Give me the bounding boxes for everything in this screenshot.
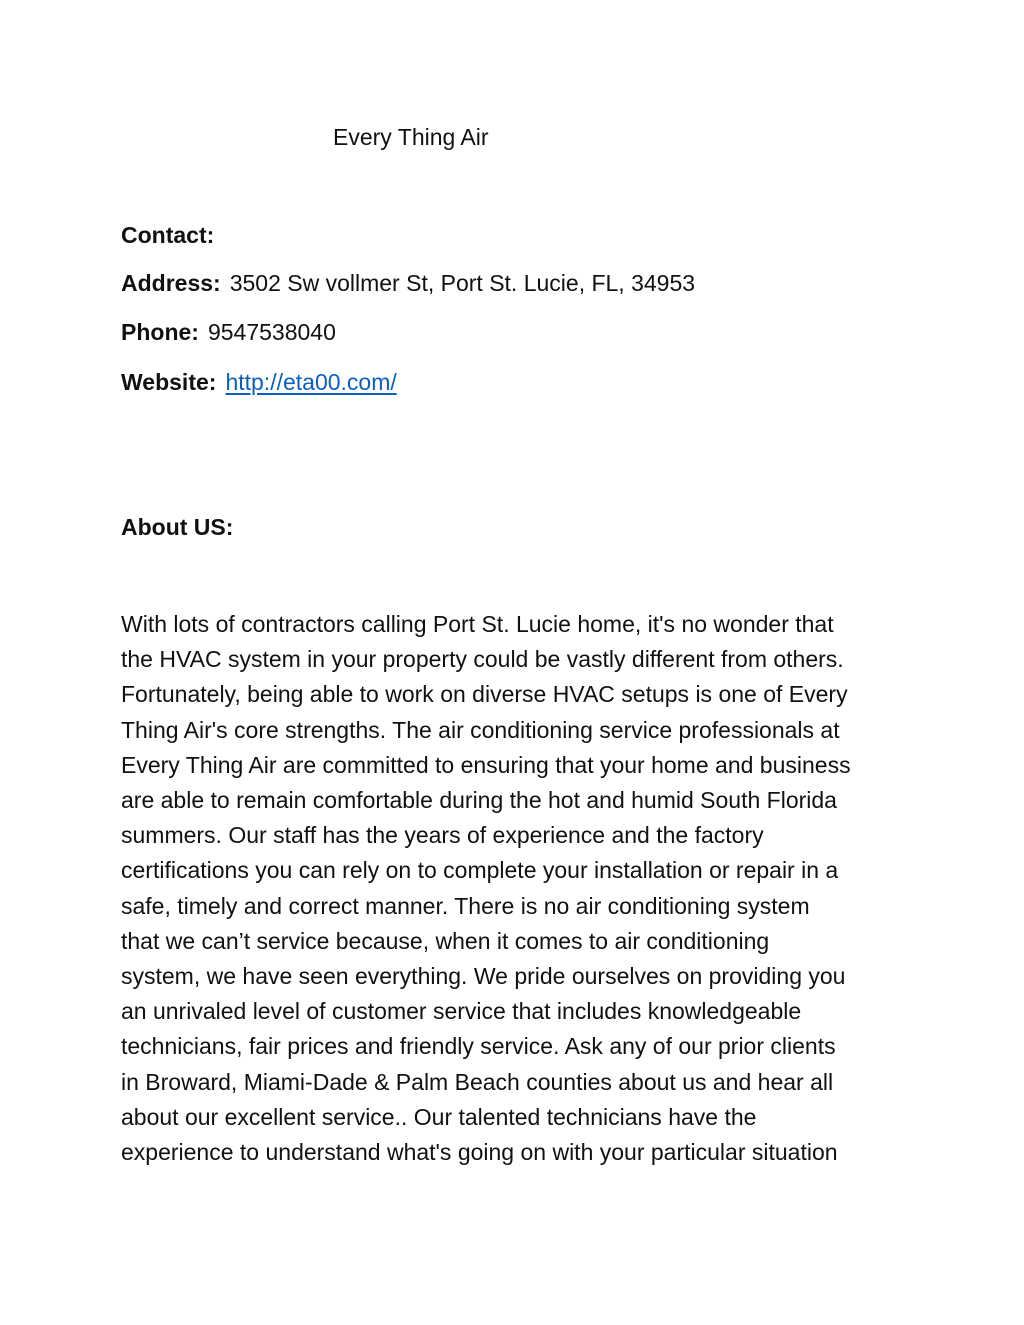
- about-line: are able to remain comfortable during the hot and humid South Florida: [121, 787, 837, 814]
- address-value: 3502 Sw vollmer St, Port St. Lucie, FL, 34953: [229, 270, 696, 296]
- about-line: about our excellent service.. Our talented technicians have the: [121, 1103, 757, 1130]
- about-line: Every Thing Air are committed to ensuring that your home and business: [121, 751, 851, 778]
- about-line: With lots of contractors calling Port St. Lucie home, it's no wonder that: [121, 611, 834, 637]
- about-line: experience to understand what's going on with your particular situation: [121, 1139, 838, 1166]
- phone-value: 9547538040: [207, 319, 336, 345]
- about-line: the HVAC system in your property could be vastly different from others.: [121, 646, 844, 673]
- about-line: that we can’t service because, when it comes to air conditioning: [121, 927, 770, 954]
- about-paragraph: [121, 607, 911, 1170]
- website-link[interactable]: http://eta00.com/: [225, 369, 397, 395]
- about-line: Thing Air's core strengths. The air conditioning service professionals at: [121, 716, 840, 743]
- about-line: in Broward, Miami-Dade & Palm Beach counties about us and hear all: [121, 1068, 834, 1095]
- phone-row: [121, 316, 336, 348]
- about-line: certifications you can rely on to complete your installation or repair in a: [121, 857, 839, 884]
- about-heading: About US:: [121, 514, 234, 540]
- website-label: Website:: [121, 369, 217, 395]
- about-line: system, we have seen everything. We pride ourselves on providing you: [121, 963, 846, 990]
- about-line: an unrivaled level of customer service that includes knowledgeable: [121, 998, 802, 1025]
- about-line: Fortunately, being able to work on diverse HVAC setups is one of Every: [121, 681, 848, 708]
- phone-label: Phone:: [121, 319, 199, 345]
- about-line: summers. Our staff has the years of experience and the factory: [121, 822, 764, 849]
- address-row: [121, 267, 695, 299]
- website-row: [121, 366, 397, 398]
- contact-heading: Contact:: [121, 222, 215, 248]
- document-title: Every Thing Air: [333, 124, 489, 150]
- about-line: technicians, fair prices and friendly service. Ask any of our prior clients: [121, 1033, 836, 1060]
- address-label: Address:: [121, 270, 221, 296]
- about-line: safe, timely and correct manner. There is no air conditioning system: [121, 892, 810, 919]
